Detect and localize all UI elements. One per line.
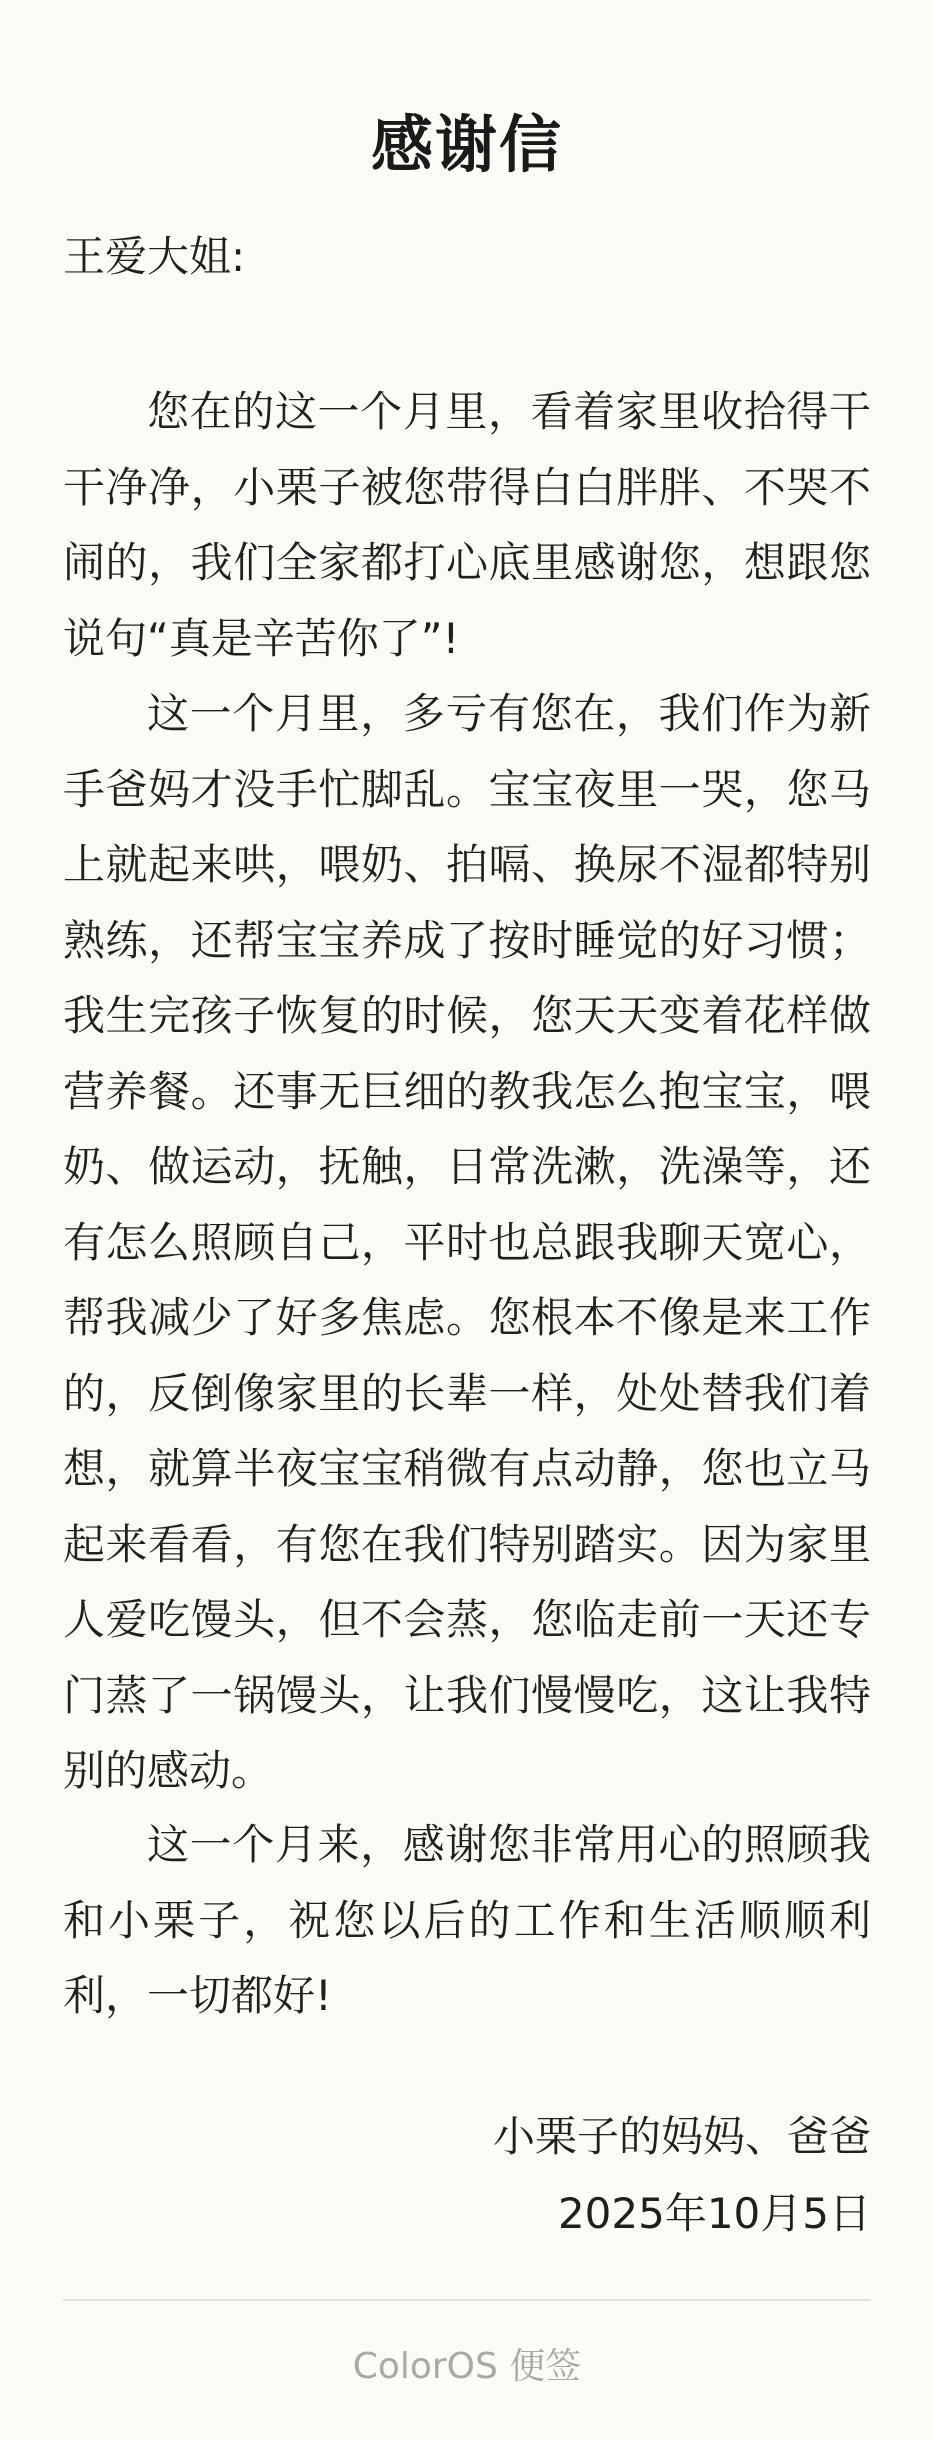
- letter-paragraph-2: 这一个月里，多亏有您在，我们作为新手爸妈才没手忙脚乱。宝宝夜里一哭，您马上就起来哄，喂奶、拍嗝、换尿不湿都特别熟练，还帮宝宝养成了按时睡觉的好习惯；我生完孩子恢复的时候，您天天变着花样做营养餐。还事无巨细的教我怎么抱宝宝，喂奶、做运动，抚触，日常洗漱，洗澡等，还有怎么照顾自己，平时也总跟我聊天宽心，帮我减少了好多焦虑。您根本不像是来工作的，反倒像家里的长辈一样，处处替我们着想，就算半夜宝宝稍微有点动静，您也立马起来看看，有您在我们特别踏实。因为家里人爱吃馒头，但不会蒸，您临走前一天还专门蒸了一锅馒头，让我们慢慢吃，这让我特别的感动。: [63, 689, 871, 1795]
- letter-paragraph-1: 您在的这一个月里，看着家里收拾得干干净净，小栗子被您带得白白胖胖、不哭不闹的，我们全家都打心底里感谢您，想跟您说句“真是辛苦你了”!: [63, 387, 871, 663]
- letter-title: 感谢信: [370, 108, 563, 181]
- letter-date: 2025年10月5日: [557, 2189, 871, 2238]
- letter-paragraph-3: 这一个月来，感谢您非常用心的照顾我和小栗子，祝您以后的工作和生活顺顺利利，一切都好!: [63, 1820, 871, 2020]
- letter-signature: 小栗子的妈妈、爸爸: [492, 2112, 871, 2161]
- footer-divider: [63, 2299, 871, 2301]
- letter-salutation: 王爱大姐:: [63, 232, 246, 281]
- app-footer-label: ColorOS 便签: [352, 2346, 582, 2387]
